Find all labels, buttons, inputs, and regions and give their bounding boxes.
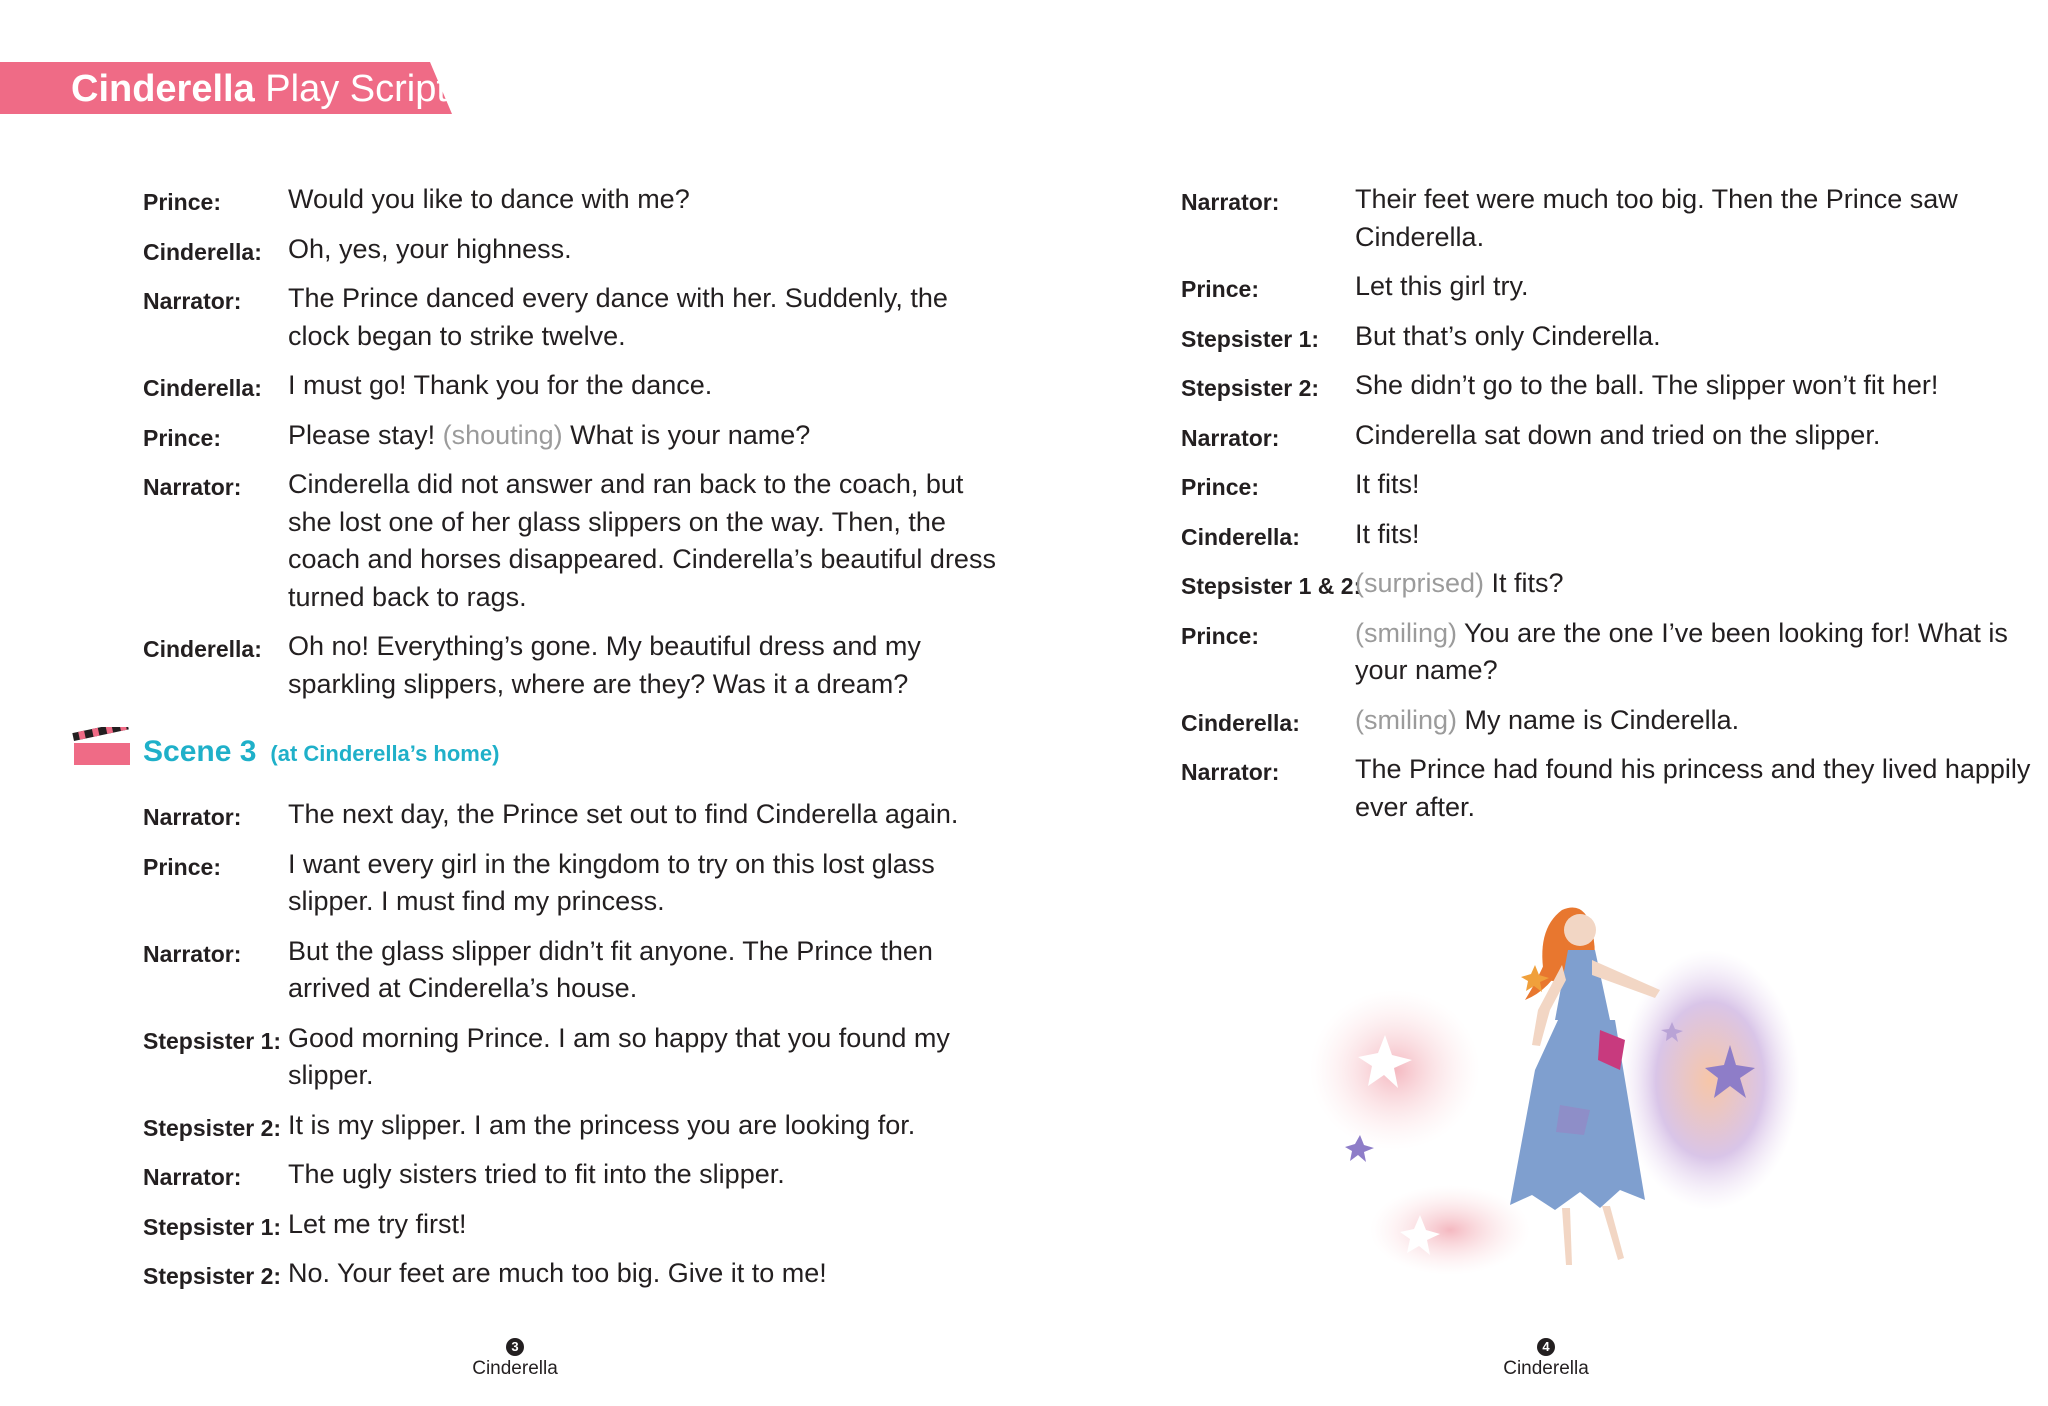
dialogue-text: Oh, yes, your highness. bbox=[288, 233, 572, 264]
dialogue-line bbox=[1355, 219, 1484, 256]
clapperboard-icon bbox=[72, 727, 132, 767]
stage-direction: (smiling) bbox=[1355, 617, 1458, 648]
speaker-label: Narrator: bbox=[143, 474, 242, 500]
dialogue-text: Please stay! bbox=[288, 419, 443, 450]
speaker-label: Stepsister 2: bbox=[1181, 375, 1320, 401]
speaker-label: Stepsister 1: bbox=[1181, 325, 1320, 352]
scene-setting: (at Cinderella’s home) bbox=[270, 741, 500, 766]
dialogue-line bbox=[288, 1020, 950, 1057]
dialogue-text: But the glass slipper didn’t fit anyone. The Prince then bbox=[288, 935, 933, 966]
dialogue-text: It is my slipper. I am the princess you are looking for. bbox=[288, 1109, 916, 1140]
scene-heading bbox=[143, 735, 499, 769]
page-number-left-digit: 3 bbox=[506, 1338, 524, 1356]
dialogue-line bbox=[1355, 615, 2008, 652]
page-number-left-label: Cinderella bbox=[472, 1358, 558, 1379]
dialogue-text: Cinderella did not answer and ran back to the coach, but bbox=[288, 469, 964, 499]
speaker-label: Stepsister 1: bbox=[143, 1027, 282, 1054]
speaker-label: Prince: bbox=[1181, 474, 1259, 500]
dialogue-text: What is your name? bbox=[562, 419, 811, 450]
speaker-label: Stepsister 2: bbox=[143, 1263, 282, 1289]
speaker-label: Narrator: bbox=[1181, 759, 1280, 785]
title-rest: Play Script bbox=[254, 68, 447, 110]
dialogue-text: Let me try first! bbox=[288, 1208, 467, 1239]
dialogue-text: Oh no! Everything’s gone. My beautiful dress and my bbox=[288, 631, 921, 661]
dialogue-line bbox=[288, 846, 935, 883]
stage-direction: (shouting) bbox=[442, 419, 563, 450]
dialogue-text: she lost one of her glass slippers on the way. Then, the bbox=[288, 506, 946, 537]
dialogue-text: My name is Cinderella. bbox=[1457, 704, 1740, 735]
page-number-left bbox=[455, 1338, 575, 1380]
dialogue-text: Cinderella. bbox=[1355, 221, 1485, 252]
dialogue-line bbox=[288, 933, 933, 970]
dialogue-text: arrived at Cinderella’s house. bbox=[288, 973, 638, 1003]
page-number-right-label: Cinderella bbox=[1503, 1358, 1589, 1379]
dialogue-text: The next day, the Prince set out to find Cinderella again. bbox=[288, 799, 959, 829]
dialogue-line bbox=[1355, 565, 1564, 602]
dialogue-text: slipper. bbox=[288, 1060, 374, 1090]
dialogue-text: Would you like to dance with me? bbox=[288, 184, 690, 214]
dialogue-line bbox=[288, 666, 908, 703]
dialogue-line bbox=[1355, 417, 1880, 454]
speaker-label: Narrator: bbox=[143, 288, 242, 314]
page-number-right bbox=[1486, 1338, 1606, 1380]
speaker-label: Narrator: bbox=[1181, 189, 1280, 215]
speaker-label: Stepsister 1 & 2: bbox=[1181, 573, 1362, 599]
title-bold: Cinderella bbox=[71, 68, 255, 110]
stage-direction: (surprised) bbox=[1355, 568, 1485, 598]
speaker-label: Prince: bbox=[143, 853, 221, 880]
dialogue-line bbox=[288, 181, 690, 218]
dialogue-line bbox=[288, 579, 527, 616]
dialogue-line bbox=[288, 628, 921, 665]
dialogue-text: slipper. I must find my princess. bbox=[288, 886, 665, 916]
stage-direction: (smiling) bbox=[1355, 704, 1458, 735]
dialogue-text: I must go! Thank you for the dance. bbox=[288, 370, 713, 400]
dialogue-line bbox=[288, 1107, 915, 1144]
scene-title: Scene 3 bbox=[143, 735, 257, 768]
speaker-label: Cinderella: bbox=[143, 238, 262, 265]
dialogue-text: I want every girl in the kingdom to try on this lost glass bbox=[288, 848, 935, 879]
dialogue-line bbox=[1355, 789, 1475, 826]
dialogue-text: sparkling slippers, where are they? Was it a dream? bbox=[288, 668, 909, 699]
speaker-label: Cinderella: bbox=[143, 636, 262, 662]
dialogue-text: turned back to rags. bbox=[288, 581, 527, 612]
dialogue-line bbox=[288, 1156, 785, 1193]
dialogue-line bbox=[1355, 751, 2030, 788]
dialogue-text: It fits? bbox=[1484, 568, 1564, 598]
dialogue-text: But that’s only Cinderella. bbox=[1355, 320, 1661, 351]
dialogue-text: ever after. bbox=[1355, 791, 1476, 822]
dialogue-text: The Prince had found his princess and they lived happily bbox=[1355, 754, 2031, 784]
dialogue-text: Good morning Prince. I am so happy that you found my bbox=[288, 1022, 950, 1053]
dialogue-line bbox=[1355, 516, 1420, 553]
dialogue-line bbox=[1355, 652, 1498, 689]
speaker-label: Prince: bbox=[1181, 622, 1259, 649]
dialogue-line bbox=[288, 367, 712, 404]
dialogue-text: Let this girl try. bbox=[1355, 271, 1529, 301]
speaker-label: Stepsister 1: bbox=[143, 1213, 282, 1240]
page-title bbox=[71, 66, 447, 112]
dialogue-line bbox=[288, 1206, 467, 1243]
dialogue-text: Their feet were much too big. Then the Prince saw bbox=[1355, 184, 1958, 214]
dialogue-text: She didn’t go to the ball. The slipper won’t fit her! bbox=[1355, 370, 1939, 400]
page-number-right-digit: 4 bbox=[1537, 1338, 1555, 1356]
dialogue-line bbox=[288, 417, 810, 454]
dialogue-line bbox=[288, 1057, 374, 1094]
dialogue-text: clock began to strike twelve. bbox=[288, 320, 626, 351]
dialogue-line bbox=[288, 541, 996, 578]
speaker-label: Narrator: bbox=[1181, 424, 1280, 451]
dialogue-text: You are the one I’ve been looking for! What is bbox=[1457, 617, 2008, 648]
dialogue-text: your name? bbox=[1355, 655, 1498, 685]
speaker-label: Stepsister 2: bbox=[143, 1114, 282, 1141]
dialogue-line bbox=[1355, 702, 1739, 739]
dialogue-text: coach and horses disappeared. Cinderella’s beautiful dress bbox=[288, 544, 996, 574]
dialogue-line bbox=[288, 1255, 827, 1292]
speaker-label: Narrator: bbox=[143, 940, 242, 967]
dialogue-line bbox=[288, 796, 958, 833]
dialogue-line bbox=[288, 318, 626, 355]
dialogue-text: The Prince danced every dance with her. Suddenly, the bbox=[288, 283, 948, 313]
dialogue-line bbox=[288, 466, 963, 503]
speaker-label: Narrator: bbox=[143, 1164, 242, 1190]
dialogue-line bbox=[288, 883, 665, 920]
cinderella-illustration bbox=[1300, 870, 1820, 1290]
dialogue-line bbox=[1355, 268, 1529, 305]
dialogue-line bbox=[288, 970, 637, 1007]
dialogue-line bbox=[1355, 367, 1938, 404]
dialogue-line bbox=[288, 231, 572, 268]
speaker-label: Cinderella: bbox=[143, 375, 262, 401]
speaker-label: Prince: bbox=[1181, 276, 1259, 302]
speaker-label: Prince: bbox=[143, 424, 221, 451]
speaker-label: Cinderella: bbox=[1181, 709, 1300, 736]
dialogue-text: No. Your feet are much too big. Give it to me! bbox=[288, 1258, 827, 1288]
dialogue-line bbox=[1355, 181, 1958, 218]
speaker-label: Prince: bbox=[143, 189, 221, 215]
dialogue-line bbox=[288, 504, 946, 541]
dialogue-text: Cinderella sat down and tried on the slipper. bbox=[1355, 419, 1881, 450]
dialogue-line bbox=[1355, 466, 1420, 503]
speaker-label: Cinderella: bbox=[1181, 523, 1300, 550]
dialogue-line bbox=[288, 280, 948, 317]
dialogue-text: It fits! bbox=[1355, 469, 1420, 499]
dialogue-text: The ugly sisters tried to fit into the slipper. bbox=[288, 1159, 785, 1189]
dialogue-text: It fits! bbox=[1355, 518, 1420, 549]
speaker-label: Narrator: bbox=[143, 804, 242, 830]
dialogue-line bbox=[1355, 318, 1661, 355]
